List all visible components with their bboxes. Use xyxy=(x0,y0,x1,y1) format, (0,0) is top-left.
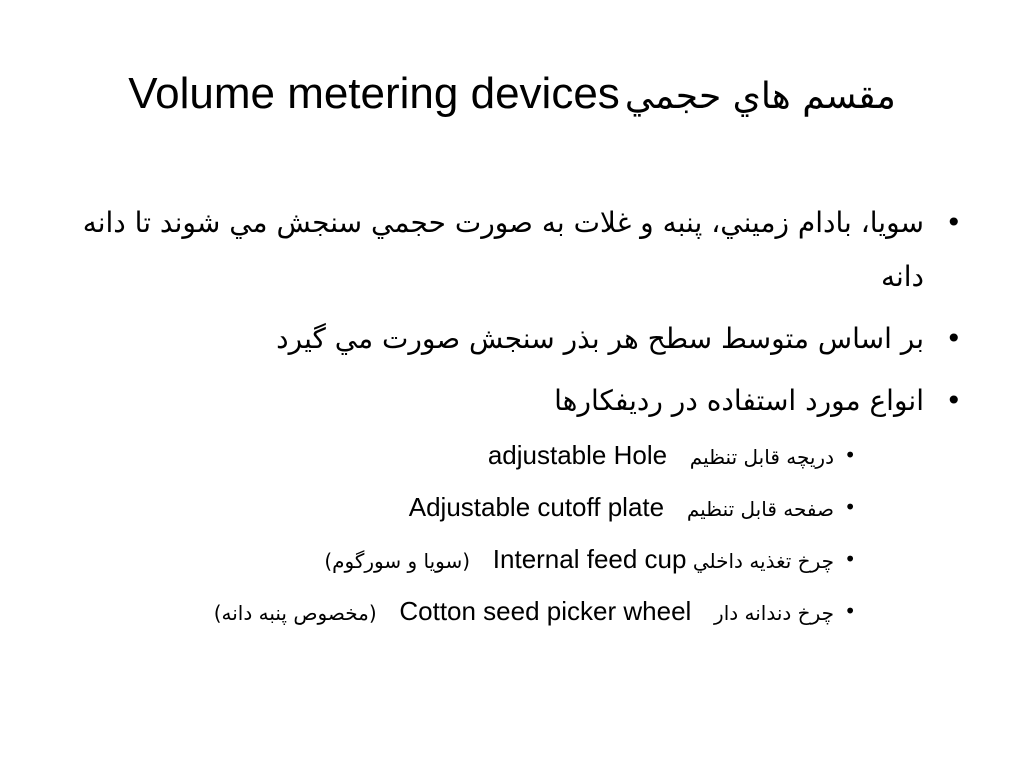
sub-bullet-persian: دريچه قابل تنظيم xyxy=(689,445,834,469)
sub-bullet-list xyxy=(40,436,984,632)
sub-bullet-persian: چرخ تغذيه داخلي xyxy=(692,549,834,573)
sub-bullet-item xyxy=(40,488,984,528)
slide-content xyxy=(40,196,984,644)
sub-bullet-item xyxy=(40,540,984,580)
sub-bullet-persian: چرخ دندانه دار xyxy=(714,601,834,625)
sub-bullet-item xyxy=(40,436,984,476)
sub-bullet-english: Adjustable cutoff plate xyxy=(408,492,665,522)
sub-bullet-note: (مخصوص پنبه دانه) xyxy=(213,601,377,625)
bullet-item: • انواع مورد استفاده در رديفكارها xyxy=(40,374,984,428)
slide-title-english: Volume metering devices xyxy=(128,69,620,118)
bullet-item: • سويا، بادام زميني، پنبه و غلات به صورت حجمي سنجش مي شوند تا دانه دانه xyxy=(40,196,984,304)
slide-title xyxy=(40,64,984,127)
sub-bullet-item xyxy=(40,592,984,632)
bullet-item: • بر اساس متوسط سطح هر بذر سنجش صورت مي گيرد xyxy=(40,312,984,366)
sub-bullet-english: Cotton seed picker wheel xyxy=(399,596,692,626)
bullet-list xyxy=(40,196,984,428)
sub-bullet-note: (سويا و سورگوم) xyxy=(324,549,471,573)
sub-bullet-english: adjustable Hole xyxy=(487,440,668,470)
sub-bullet-persian: صفحه قابل تنظيم xyxy=(686,497,834,521)
slide-title-persian: مقسم هاي حجمي xyxy=(624,76,896,117)
sub-bullet-english: Internal feed cup xyxy=(492,544,687,574)
